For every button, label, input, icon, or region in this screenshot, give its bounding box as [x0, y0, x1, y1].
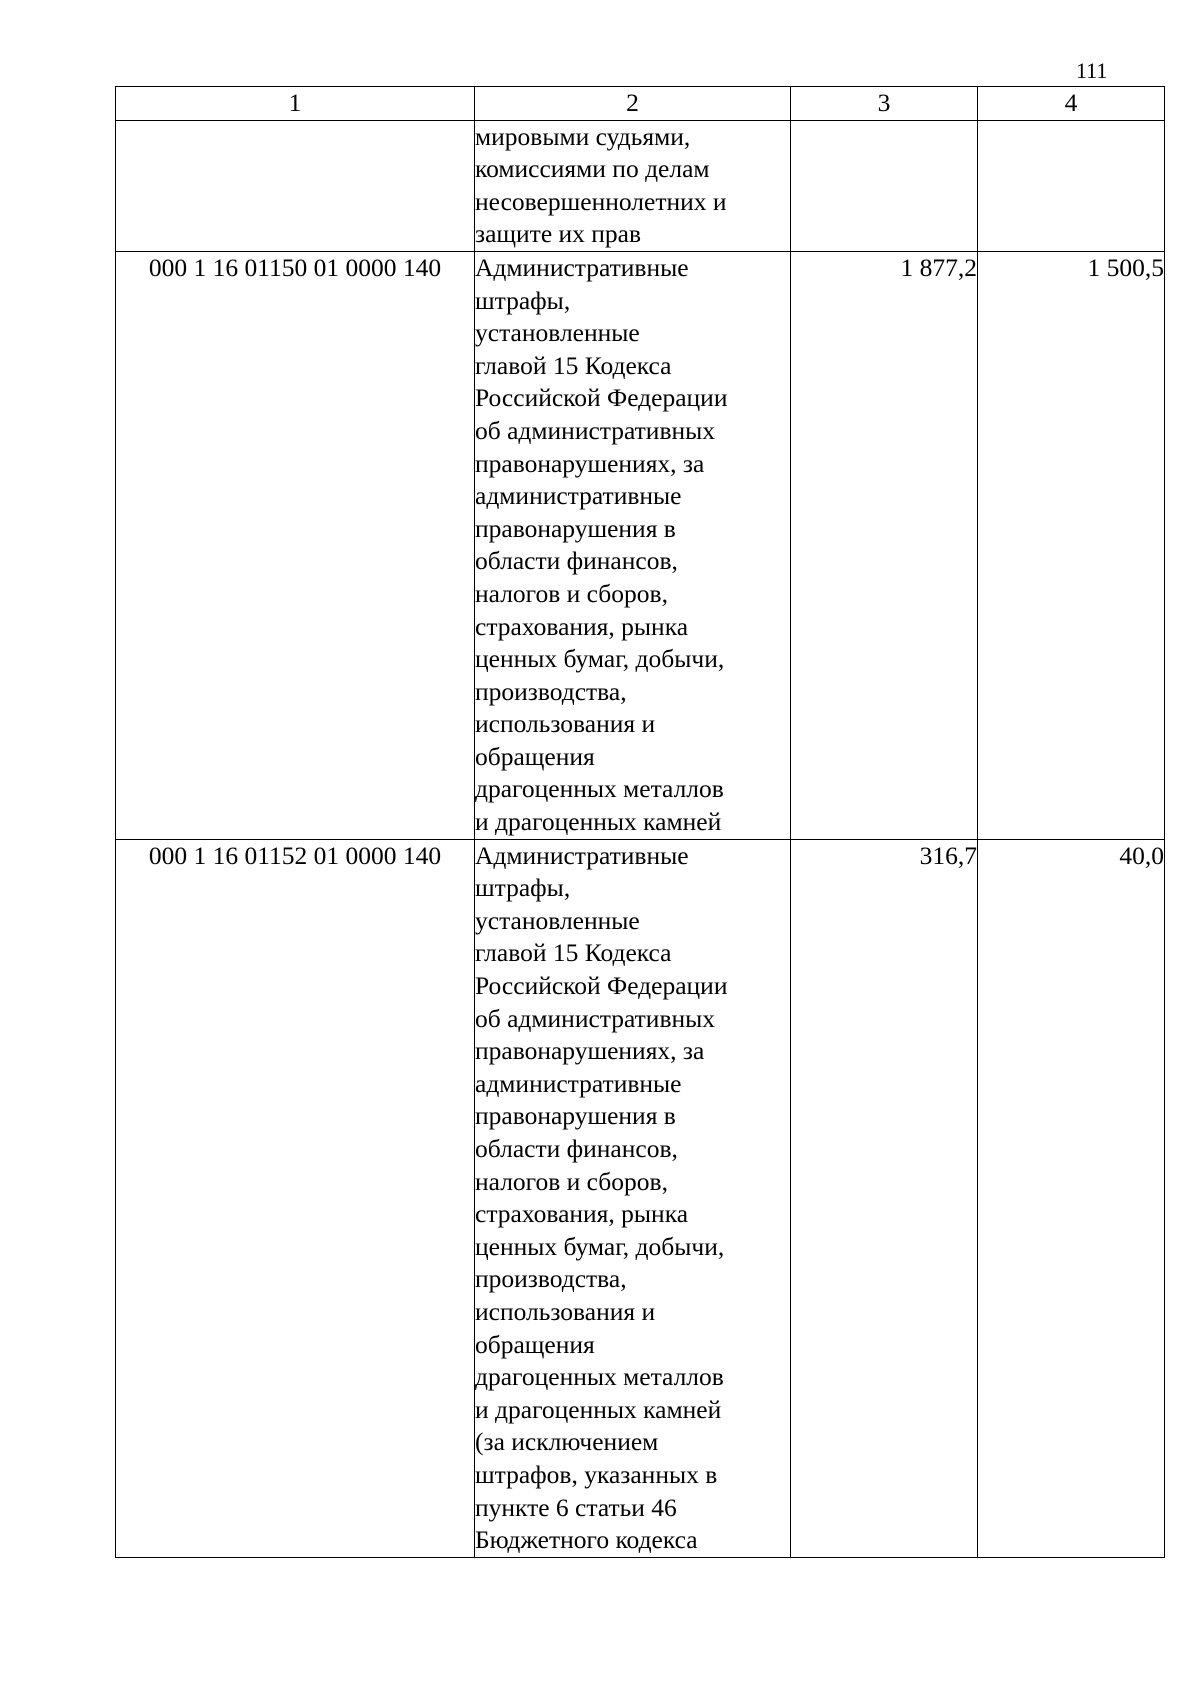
row-value-4: 1 500,5 [978, 251, 1165, 839]
row-value-3: 1 877,2 [791, 251, 978, 839]
description-line: Административные [475, 840, 689, 870]
description-line: об административных [475, 1003, 716, 1033]
description-line: Российской Федерации [475, 971, 728, 1001]
column-header-2: 2 [475, 87, 791, 121]
description-line: налогов и сборов, [475, 1166, 668, 1196]
description-line: использования и [475, 1296, 656, 1326]
row-value-4: 40,0 [978, 839, 1165, 1557]
description-line: штрафы, [475, 873, 571, 903]
description-line: и драгоценных камней [475, 807, 722, 837]
description-line: драгоценных металлов [475, 774, 724, 804]
table-row [116, 251, 1165, 839]
table-row [116, 839, 1165, 1557]
row-value-4 [978, 120, 1165, 251]
column-header-1: 1 [116, 87, 475, 121]
description-line: главой 15 Кодекса [475, 938, 672, 968]
description-line: административные [475, 1068, 682, 1098]
description-line: области финансов, [475, 1134, 678, 1163]
description-line: страхования, рынка [475, 611, 689, 641]
description-line: правонарушениях, за [475, 448, 705, 478]
description-line: Административные [475, 252, 689, 282]
description-line: штрафов, указанных в [475, 1459, 718, 1489]
table-row [116, 120, 1165, 251]
description-line: ценных бумаг, добычи, [475, 644, 725, 674]
description-line: налогов и сборов, [475, 578, 668, 608]
description-line: несовершеннолетних и [475, 186, 727, 216]
row-value-3 [791, 120, 978, 251]
description-line: обращения [475, 1329, 595, 1359]
row-description [475, 251, 791, 839]
description-line: Бюджетного кодекса [475, 1525, 698, 1555]
row-description [475, 120, 791, 251]
description-line: комиссиями по делам [475, 154, 710, 184]
description-line: установленные [475, 905, 640, 935]
description-line: главой 15 Кодекса [475, 350, 672, 380]
description-line: (за исключением [475, 1427, 659, 1457]
description-line: правонарушениях, за [475, 1036, 705, 1066]
table-header-row [116, 87, 1165, 121]
description-line: обращения [475, 741, 595, 771]
row-description [475, 839, 791, 1557]
description-line: правонарушения в [475, 513, 676, 543]
budget-table [115, 86, 1165, 1558]
row-code: 000 1 16 01150 01 0000 140 [116, 251, 475, 839]
row-code: 000 1 16 01152 01 0000 140 [116, 839, 475, 1557]
column-header-4: 4 [978, 87, 1165, 121]
description-line: установленные [475, 318, 640, 348]
description-line: пункте 6 статьи 46 [475, 1492, 677, 1522]
description-line: ценных бумаг, добычи, [475, 1231, 725, 1261]
description-line: административные [475, 481, 682, 511]
column-header-3: 3 [791, 87, 978, 121]
description-line: об административных [475, 415, 716, 445]
description-line: производства, [475, 1264, 627, 1294]
description-line: использования и [475, 709, 656, 739]
description-line: правонарушения в [475, 1101, 676, 1131]
description-line: страхования, рынка [475, 1199, 689, 1229]
description-line: драгоценных металлов [475, 1362, 724, 1392]
description-line: защите их прав [475, 219, 642, 249]
description-line: и драгоценных камней [475, 1394, 722, 1424]
page-number: 111 [1076, 58, 1108, 83]
row-value-3: 316,7 [791, 839, 978, 1557]
description-line: штрафы, [475, 285, 571, 315]
description-line: области финансов, [475, 546, 678, 576]
description-line: Российской Федерации [475, 383, 728, 413]
description-line: производства, [475, 676, 627, 706]
description-line: мировыми судьями, [475, 121, 691, 151]
row-code [116, 120, 475, 251]
